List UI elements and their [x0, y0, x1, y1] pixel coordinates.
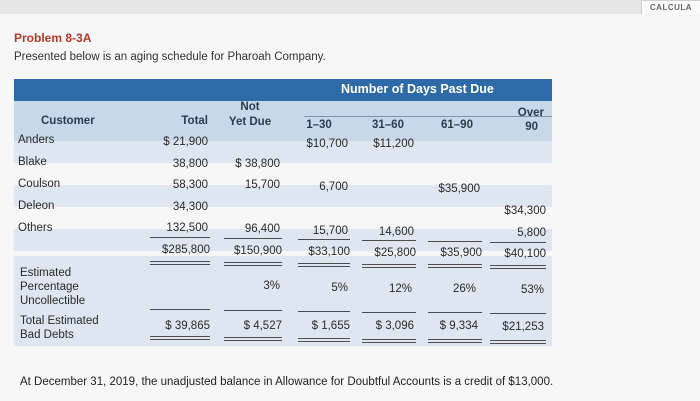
pct-not-yet-due: 3%: [263, 280, 280, 292]
estimate-rule: [298, 311, 350, 312]
total-double-rule: [150, 261, 210, 265]
sum-rule: [362, 240, 416, 241]
total-sum: $285,800: [162, 244, 210, 256]
header-over-90-line2: 90: [525, 121, 538, 133]
customer-name: Coulson: [18, 178, 61, 190]
estimate-rule: [150, 309, 210, 310]
sum-rule: [490, 242, 546, 243]
customer-name: Anders: [18, 134, 55, 146]
cell-total: 132,500: [166, 222, 208, 234]
bad-debts-double-rule: [428, 339, 482, 343]
sum-rule: [298, 239, 350, 240]
bad-debts-61-90: $ 9,334: [439, 320, 478, 332]
cell-not-yet-due: 15,700: [244, 179, 280, 191]
bad-debts-double-rule: [150, 336, 210, 340]
pct-1-30: 5%: [331, 282, 348, 294]
cell-31-60: $11,200: [373, 138, 414, 150]
bad-debts-31-60: $ 3,096: [375, 320, 414, 332]
days-31-60-sum: $25,800: [374, 247, 416, 259]
days-past-due-banner: [14, 79, 552, 101]
cell-not-yet-due: 96,400: [244, 223, 280, 235]
sum-rule: [428, 241, 482, 242]
total-double-rule: [490, 265, 546, 269]
bad-debts-double-rule: [298, 338, 350, 342]
bad-debts-over-90: $21,253: [502, 321, 544, 333]
estimate-rule: [490, 313, 546, 314]
days-1-30-sum: $33,100: [308, 246, 350, 258]
top-toolbar: [0, 0, 700, 14]
cell-total: 34,300: [172, 201, 208, 213]
allowance-note: At December 31, 2019, the unadjusted balance in Allowance for Doubtful Accounts is a credit of $13,000.: [20, 376, 554, 388]
header-61-90: 61–90: [441, 119, 473, 131]
pct-over-90: 53%: [520, 284, 544, 296]
header-over-90-line1: Over: [517, 107, 544, 119]
days-61-90-sum: $35,900: [440, 247, 482, 259]
bad-debts-label-line2: Bad Debts: [20, 329, 74, 341]
pct-label-line1: Estimated: [20, 267, 72, 279]
bad-debts-label-line1: Total Estimated: [20, 315, 99, 327]
customer-name: Others: [18, 222, 53, 234]
bad-debts-double-rule: [362, 339, 416, 343]
row-band: [14, 207, 552, 229]
header-customer: Customer: [41, 115, 95, 127]
cell-over-90: $34,300: [504, 205, 546, 217]
total-double-rule: [428, 264, 482, 268]
aging-schedule-table: [14, 79, 552, 346]
header-not-yet-due-line2: Yet Due: [228, 116, 272, 128]
header-total: Total: [181, 115, 208, 127]
total-double-rule: [298, 263, 350, 267]
header-not-yet-due-line1: Not: [240, 101, 260, 113]
pct-31-60: 12%: [388, 283, 412, 295]
estimate-rule: [428, 312, 482, 313]
customer-name: Deleon: [18, 200, 55, 212]
header-31-60: 31–60: [372, 119, 404, 131]
total-double-rule: [362, 264, 416, 268]
pct-label-line3: Uncollectible: [20, 295, 86, 307]
customer-name: Blake: [18, 156, 47, 168]
total-double-rule: [224, 262, 282, 266]
cell-1-30: 6,700: [319, 181, 348, 193]
row-band: [14, 163, 552, 185]
problem-subtitle: Presented below is an aging schedule for Pharoah Company.: [14, 51, 326, 63]
estimate-band: [14, 256, 552, 346]
bad-debts-double-rule: [490, 340, 546, 344]
bad-debts-1-30: $ 1,655: [311, 320, 350, 332]
cell-total: 38,800: [172, 158, 208, 170]
cell-not-yet-due: $ 38,800: [235, 158, 280, 170]
sum-rule: [150, 237, 210, 238]
bad-debts-double-rule: [224, 337, 282, 341]
sum-rule: [224, 238, 282, 239]
days-past-due-title: Number of Days Past Due: [341, 82, 494, 96]
cell-over-90: 5,800: [517, 227, 546, 239]
problem-title: Problem 8-3A: [14, 31, 92, 45]
pct-61-90: 26%: [452, 283, 476, 295]
cell-1-30: 15,700: [312, 225, 348, 237]
over-90-sum: $40,100: [504, 248, 546, 260]
bad-debts-not-yet-due: $ 4,527: [243, 320, 282, 332]
cell-total: $ 21,900: [163, 136, 208, 148]
cell-31-60: 14,600: [378, 226, 414, 238]
estimate-rule: [362, 312, 416, 313]
cell-1-30: $10,700: [306, 138, 348, 150]
not-yet-due-sum: $150,900: [234, 245, 282, 257]
pct-label-line2: Percentage: [20, 281, 79, 293]
cell-total: 58,300: [172, 179, 208, 191]
estimate-rule: [224, 310, 282, 311]
calculator-button[interactable]: CALCULA: [641, 0, 700, 15]
row-band: [14, 141, 552, 163]
header-1-30: 1–30: [306, 119, 332, 131]
bad-debts-total: $ 39,865: [165, 320, 210, 332]
cell-61-90: $35,900: [438, 183, 480, 195]
